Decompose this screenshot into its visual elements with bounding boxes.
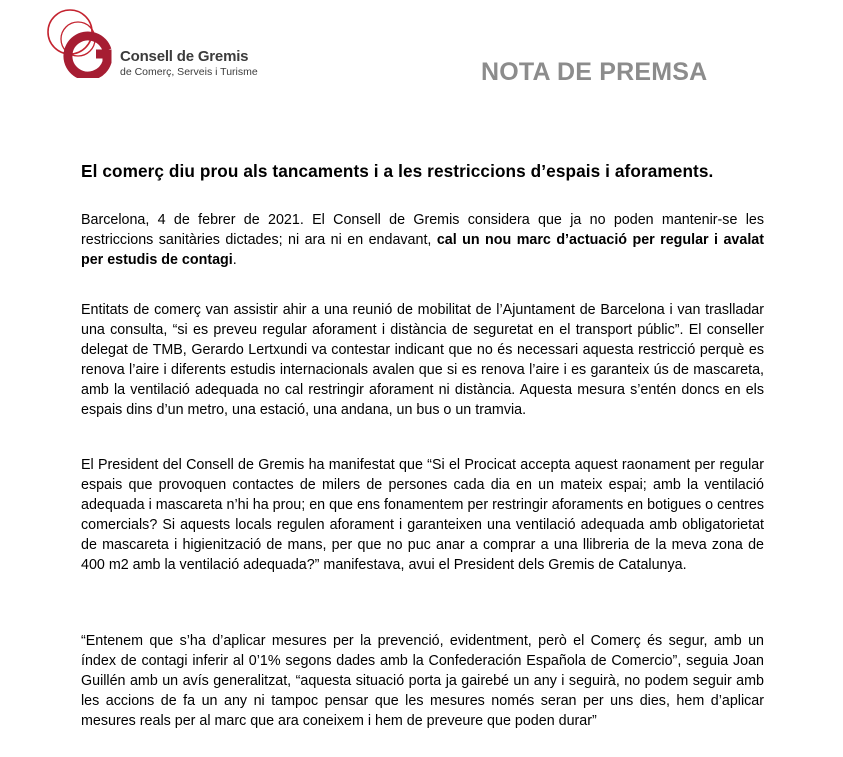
logo-mark-icon — [44, 6, 120, 78]
headline: El comerç diu prou als tancaments i a les restriccions d’espais i aforaments. — [81, 161, 714, 181]
paragraph-2: Entitats de comerç van assistir ahir a una reunió de mobilitat de l’Ajuntament de Barcelona i van traslladar una consulta, “si es preveu regular aforament i distància de seguretat en el transport públic”. El conseller delegat de TMB, Gerardo Lertxundi va contestar indicant que no és necessari aquesta restricció perquè es renova l’aire i diferents estudis internacionals avalen que si es renova l’aire i es garanteix ús de mascareta, amb la ventilació adequada no cal restringir aforament ni distància. Aquesta mesura s’entén doncs en els espais dins d’un metro, una estació, una andana, un bus o un tramvia. — [81, 302, 764, 418]
paragraph-3: El President del Consell de Gremis ha manifestat que “Si el Procicat accepta aquest raonament per regular espais que provoquen contactes de milers de persones cada dia en un mateix espai; amb la ventilació adequada i mascareta n’hi ha prou; en que ens fonamentem per restringir aforaments en botigues o centres comercials? Si aquests locals regulen aforament i garanteixen una ventilació adequada amb obligatorietat de mascareta i higienització de mans, per que no puc anar a comprar a una llibreria de la meva zona de 400 m2 amb la ventilació adequada?” manifestava, avui el President dels Gremis de Catalunya. — [81, 457, 764, 573]
consell-de-gremis-logo — [44, 6, 264, 78]
logo-name: Consell de Gremis — [120, 48, 249, 65]
paragraph-4: “Entenem que s’ha d’aplicar mesures per la prevenció, evidentment, però el Comerç és segur, amb un índex de contagi inferir al 0’1% segons dades amb la Confederación Española de Comercio”, seguia Joan Guillén amb un avís generalitzat, “aquesta situació porta ja gairebé un any i seguirà, no podem seguir amb les accions de fa un any ni tampoc pensar que les mesures només seran per uns dies, hem d’aplicar mesures reals per al marc que ara coneixem i hem de preveure que poden durar” — [81, 633, 764, 729]
paragraph-1-bold-text: cal un nou marc d’actuació per regular i avalat per estudis de contagi — [81, 232, 765, 268]
paragraph-1-end: . — [232, 252, 237, 268]
logo-tagline: de Comerç, Serveis i Turisme — [120, 66, 258, 78]
paragraph-1-text: Barcelona, 4 de febrer de 2021. El Consell de Gremis considera que ja no poden mantenir-se les restriccions sanitàries dictades; ni ara ni en endavant, — [81, 212, 764, 248]
document-type-label: NOTA DE PREMSA — [481, 58, 708, 86]
paragraph-1 — [81, 210, 764, 270]
